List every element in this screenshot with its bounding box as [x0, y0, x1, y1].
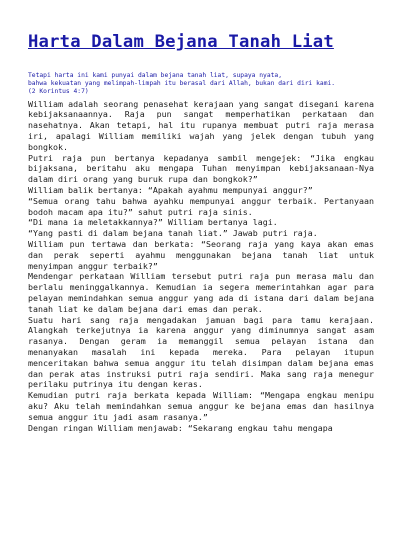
story-body — [28, 99, 374, 434]
paragraph: Suatu hari sang raja mengadakan jamuan bagi para tamu kerajaan. Alangkah terkejutnya ia karena anggur yang diminumnya sangat asam rasanya. Dengan geram ia memanggil semua pelayan istana dan menanyakan masalah ini kepada mereka. Para pelayan itupun menceritakan bahwa semua anggur itu telah disimpan dalam bejana emas dan perak atas instruksi putri raja sendiri. Maka sang raja menegur perilaku putrinya itu dengan keras. — [28, 314, 374, 390]
paragraph: “Yang pasti di dalam bejana tanah liat.” Jawab putri raja. — [28, 228, 318, 239]
paragraph: Putri raja pun bertanya kepadanya sambil mengejek: “Jika engkau bijaksana, beritahu aku mengapa Tuhan menyimpan kebijaksanaan-Nya dalam diri orang yang buruk rupa dan bongkok?” — [28, 152, 374, 185]
paragraph: William pun tertawa dan berkata: “Seorang raja yang kaya akan emas dan perak seperti ayahmu menggunakan bejana tanah liat untuk menyimpan anggur terbaik?” — [28, 238, 374, 271]
document-title[interactable]: Harta Dalam Bejana Tanah Liat — [28, 32, 334, 52]
paragraph: Dengan ringan William menjawab: “Sekarang engkau tahu mengapa — [28, 422, 333, 433]
quote-reference: (2 Korintus 4:7) — [28, 88, 89, 96]
paragraph: Mendengar perkataan William tersebut putri raja pun merasa malu dan berlalu meninggalkannya. Kemudian ia segera memerintahkan agar para pelayan memindahkan semua anggur yang ada di istana dari dalam bejana tanah liat ke dalam bejana dari emas dan perak. — [28, 271, 374, 314]
paragraph: William adalah seorang penasehat kerajaan yang sangat disegani karena kebijaksanaannya. Raja pun sangat memperhatikan perkataan dan nasehatnya. Akan tetapi, hal itu rupanya membuat putri raja merasa iri, apalagi William memiliki wajah yang jelek dengan tubuh yang bongkok. — [28, 98, 374, 152]
paragraph: Kemudian putri raja berkata kepada William: “Mengapa engkau menipu aku? Aku telah memindahkan semua anggur ke bejana emas dan hasilnya semua anggur itu jadi asam rasanya.” — [28, 390, 374, 422]
paragraph: “Semua orang tahu bahwa ayahku mempunyai anggur terbaik. Pertanyaan bodoh macam apa itu?” sahut putri raja sinis. — [28, 195, 374, 217]
quote-line: Tetapi harta ini kami punyai dalam bejana tanah liat, supaya nyata, — [28, 72, 283, 79]
quote-line: bahwa kekuatan yang melimpah-limpah itu berasal dari Allah, bukan dari diri kami. — [28, 80, 336, 88]
paragraph: “Di mana ia meletakkannya?” William bertanya lagi. — [28, 217, 278, 228]
scripture-quote — [28, 72, 374, 97]
paragraph: William balik bertanya: “Apakah ayahmu mempunyai anggur?” — [28, 184, 313, 195]
